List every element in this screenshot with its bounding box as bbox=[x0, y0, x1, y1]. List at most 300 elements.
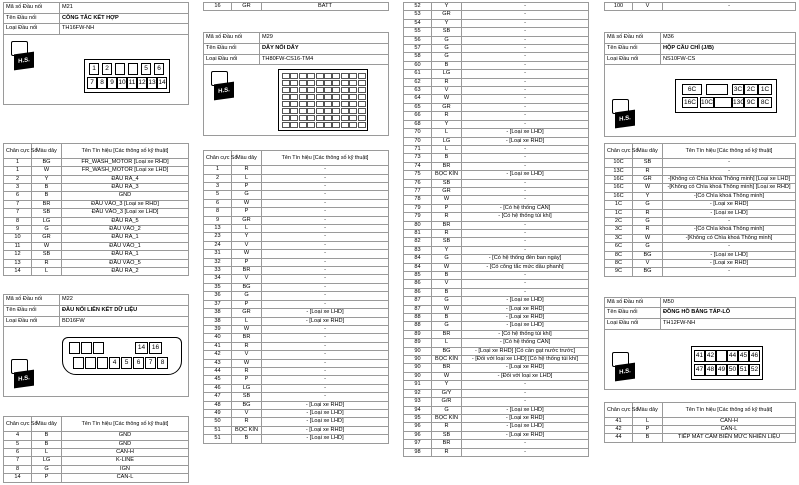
m21-row bbox=[4, 184, 189, 192]
connector-pin bbox=[349, 108, 357, 114]
m29-cont-row bbox=[404, 95, 589, 103]
pin-number: 1 bbox=[4, 167, 32, 175]
pin-number: 51 bbox=[204, 435, 232, 443]
pin-number: 8C bbox=[605, 260, 633, 268]
m29-cont-row bbox=[404, 280, 589, 288]
m29-cont-row bbox=[404, 229, 589, 237]
m21-type: TH16FW-NH bbox=[60, 24, 189, 35]
color-header: Màu dây bbox=[633, 402, 663, 417]
wire-color: Y bbox=[432, 3, 462, 11]
m21-row bbox=[4, 209, 189, 217]
wire-color: W bbox=[32, 242, 62, 250]
m29-cont-row bbox=[404, 129, 589, 137]
column-3 bbox=[403, 2, 589, 457]
m36-code: M36 bbox=[661, 33, 796, 44]
name-label: Tên Đầu nối bbox=[605, 308, 661, 319]
pin-number: 8 bbox=[4, 465, 32, 473]
wire-color: W bbox=[232, 325, 262, 333]
connector-pin bbox=[299, 122, 307, 128]
wire-color: Y bbox=[432, 120, 462, 128]
signal-name: ĐẦU VÀO_3 [Loại xe RHD] bbox=[62, 200, 189, 208]
m22-connector-view bbox=[3, 327, 189, 397]
m29-pin-table bbox=[203, 150, 389, 443]
connector-pin bbox=[73, 357, 84, 369]
m29-connector-view bbox=[203, 65, 389, 136]
connector-pin: 7 bbox=[87, 77, 97, 89]
signal-name: - bbox=[462, 95, 589, 103]
wire-color: R bbox=[232, 166, 262, 174]
connector-pin: 49 bbox=[716, 364, 727, 376]
m29-cont-row bbox=[404, 28, 589, 36]
connector-pin bbox=[290, 122, 298, 128]
signal-header: Tên Tín hiệu [Các thông số kỹ thuật] bbox=[262, 151, 389, 166]
connector-pin bbox=[358, 115, 366, 121]
wire-color: L bbox=[432, 145, 462, 153]
m22-info bbox=[3, 294, 189, 327]
pin-number: 42 bbox=[204, 351, 232, 359]
pin-number: 9C bbox=[605, 268, 633, 276]
wire-color: R bbox=[232, 418, 262, 426]
m29-cont-row bbox=[404, 314, 589, 322]
connector-pin bbox=[349, 94, 357, 100]
wire-color: W bbox=[232, 199, 262, 207]
wire-color: G bbox=[633, 243, 663, 251]
signal-name: - bbox=[262, 292, 389, 300]
connector-pin bbox=[349, 101, 357, 107]
signal-name: - bbox=[262, 325, 389, 333]
m21-row bbox=[4, 268, 189, 276]
hs-icon: H.S. bbox=[11, 41, 35, 69]
pin-number: 65 bbox=[404, 103, 432, 111]
wire-color: P bbox=[32, 474, 62, 482]
signal-name: - bbox=[462, 145, 589, 153]
col4-head-table bbox=[604, 2, 796, 11]
wire-color: R bbox=[232, 367, 262, 375]
connector-pin bbox=[332, 73, 340, 79]
m22-row bbox=[4, 432, 189, 440]
wire-color: B bbox=[32, 432, 62, 440]
wire-color: R bbox=[432, 448, 462, 456]
wire-color: SB bbox=[633, 159, 663, 167]
connector-pin: 10C bbox=[701, 99, 713, 107]
signal-name: - bbox=[663, 243, 796, 251]
wire-color: L bbox=[232, 174, 262, 182]
m50-code: M50 bbox=[661, 297, 796, 308]
pin-header: Chân cực Số bbox=[605, 402, 633, 417]
wire-color: V bbox=[432, 87, 462, 95]
connector-pin bbox=[324, 101, 332, 107]
m29-info bbox=[203, 32, 389, 65]
pin-number: 92 bbox=[404, 389, 432, 397]
name-label: Tên Đầu nối bbox=[204, 44, 260, 55]
connector-pin bbox=[282, 101, 290, 107]
wire-color: G bbox=[232, 292, 262, 300]
signal-name: - bbox=[262, 166, 389, 174]
m36-row bbox=[605, 234, 796, 242]
wire-color: R bbox=[432, 423, 462, 431]
signal-name: - bbox=[462, 272, 589, 280]
connector-pin bbox=[358, 73, 366, 79]
wire-color: W bbox=[432, 95, 462, 103]
wire-color: BR bbox=[232, 267, 262, 275]
wire-color: R bbox=[432, 229, 462, 237]
m29-cont-row bbox=[404, 389, 589, 397]
pin-number: 53 bbox=[404, 11, 432, 19]
m29-cont-row bbox=[404, 398, 589, 406]
wire-color: L bbox=[432, 339, 462, 347]
signal-name: - bbox=[262, 359, 389, 367]
signal-name: -[Có Chìa khoá Thông minh] bbox=[663, 226, 796, 234]
pin-number: 14 bbox=[4, 268, 32, 276]
m29-row bbox=[204, 183, 389, 191]
connector-pin bbox=[282, 80, 290, 86]
signal-header: Tên Tín hiệu [Các thông số kỹ thuật] bbox=[663, 144, 796, 159]
signal-name: - bbox=[462, 448, 589, 456]
signal-name: - bbox=[262, 225, 389, 233]
connector-pin bbox=[324, 80, 332, 86]
wire-color: G bbox=[432, 53, 462, 61]
connector-pin bbox=[290, 94, 298, 100]
m29-row bbox=[204, 300, 389, 308]
signal-name: - bbox=[262, 216, 389, 224]
signal-name: - bbox=[262, 334, 389, 342]
signal-name: - bbox=[262, 241, 389, 249]
connector-pin bbox=[299, 73, 307, 79]
pin-number: 6C bbox=[605, 243, 633, 251]
pin-number: 84 bbox=[404, 255, 432, 263]
m21-pin-table bbox=[3, 143, 189, 277]
m36-row bbox=[605, 226, 796, 234]
wire-color: V bbox=[232, 409, 262, 417]
m22-row bbox=[4, 457, 189, 465]
pin-number: 24 bbox=[204, 241, 232, 249]
type-label: Loại Đầu nối bbox=[4, 316, 60, 327]
pin-number: 46 bbox=[204, 384, 232, 392]
signal-name: - [Đối với loại xe LHD] [Có hệ thống túi khí] bbox=[462, 356, 589, 364]
m29-cont-row bbox=[404, 70, 589, 78]
pin-number: 50 bbox=[204, 418, 232, 426]
wire-color: BỌC KÍN bbox=[432, 356, 462, 364]
m22-code: M22 bbox=[60, 295, 189, 306]
m36-connector-face bbox=[675, 79, 777, 113]
connector-pin bbox=[290, 115, 298, 121]
pin-number: 90 bbox=[404, 372, 432, 380]
connector-pin bbox=[307, 108, 315, 114]
m29-cont-row bbox=[404, 11, 589, 19]
signal-name: - bbox=[262, 300, 389, 308]
code-label: Mã số Đầu nối bbox=[204, 33, 260, 44]
pin-number: 96 bbox=[404, 423, 432, 431]
signal-name: - bbox=[262, 267, 389, 275]
connector-pin bbox=[341, 101, 349, 107]
m22-type: BD16FW bbox=[60, 316, 189, 327]
pin-number: 8 bbox=[4, 217, 32, 225]
signal-name: - bbox=[262, 233, 389, 241]
wire-color: P bbox=[432, 204, 462, 212]
m29-row bbox=[204, 166, 389, 174]
signal-name: - bbox=[663, 268, 796, 276]
pin-number: 10C bbox=[605, 159, 633, 167]
wire-color: Y bbox=[633, 192, 663, 200]
pin-number: 74 bbox=[404, 162, 432, 170]
connector-pin bbox=[282, 73, 290, 79]
connector-pin bbox=[307, 73, 315, 79]
pin-number: 38 bbox=[204, 309, 232, 317]
wire-color: L bbox=[232, 317, 262, 325]
pin-number: 85 bbox=[404, 272, 432, 280]
m29-cont-row bbox=[404, 187, 589, 195]
connector-pin: 47 bbox=[694, 364, 705, 376]
pin-number: 73 bbox=[404, 154, 432, 162]
pin-number: 70 bbox=[404, 137, 432, 145]
m36-pin-table bbox=[604, 143, 796, 277]
signal-name: ĐẦU VÀO_1 bbox=[62, 242, 189, 250]
pin-number: 16C bbox=[605, 176, 633, 184]
connector-pin bbox=[349, 73, 357, 79]
m50-info bbox=[604, 297, 796, 330]
pin-header: Chân cực Số bbox=[605, 144, 633, 159]
m29-row bbox=[204, 216, 389, 224]
m29-row bbox=[204, 435, 389, 443]
wire-color: BR bbox=[432, 221, 462, 229]
pin-number: 1 bbox=[4, 158, 32, 166]
m50-name: ĐỒNG HỒ BẢNG TÁP-LÔ bbox=[661, 308, 796, 319]
wire-color: R bbox=[633, 209, 663, 217]
wire-color: W bbox=[633, 184, 663, 192]
wire-color: W bbox=[32, 167, 62, 175]
wire-color: R bbox=[633, 167, 663, 175]
pin-number: 96 bbox=[404, 431, 432, 439]
m50-row bbox=[605, 434, 796, 442]
wire-color: V bbox=[232, 351, 262, 359]
color-header: Màu dây bbox=[232, 151, 262, 166]
connector-pin bbox=[81, 342, 92, 354]
pin-number: 54 bbox=[404, 19, 432, 27]
m36-name: HỘP CẦU CHÌ (J/B) bbox=[661, 44, 796, 55]
signal-name: - bbox=[462, 238, 589, 246]
m21-row bbox=[4, 167, 189, 175]
wire-color: G bbox=[633, 201, 663, 209]
m29-row bbox=[204, 292, 389, 300]
m36-info bbox=[604, 32, 796, 65]
m29-cont-row bbox=[404, 414, 589, 422]
signal-name: GND bbox=[62, 432, 189, 440]
name-label: Tên Đầu nối bbox=[605, 44, 661, 55]
signal-name: - bbox=[462, 288, 589, 296]
signal-name: - [Có hệ thống đèn ban ngày] bbox=[462, 255, 589, 263]
pin-number: 7 bbox=[4, 200, 32, 208]
m29-row bbox=[204, 351, 389, 359]
connector-pin bbox=[716, 350, 727, 362]
m36-row bbox=[605, 243, 796, 251]
signal-name: - bbox=[262, 174, 389, 182]
connector-pin bbox=[332, 108, 340, 114]
m29-row bbox=[204, 250, 389, 258]
m29-cont-row bbox=[404, 322, 589, 330]
wire-color: SB bbox=[232, 393, 262, 401]
m29-code: M29 bbox=[260, 33, 389, 44]
wire-color: R bbox=[633, 226, 663, 234]
pin-number: 7 bbox=[4, 209, 32, 217]
signal-name: - bbox=[262, 393, 389, 401]
pin-number: 6 bbox=[4, 192, 32, 200]
m29-row bbox=[204, 325, 389, 333]
pin-number: 2 bbox=[4, 175, 32, 183]
wire-color: BG bbox=[32, 158, 62, 166]
signal-name: - bbox=[262, 367, 389, 375]
connector-pin bbox=[341, 73, 349, 79]
wire-color: B bbox=[432, 314, 462, 322]
connector-pin: 16 bbox=[149, 342, 162, 354]
m36-connector-view bbox=[604, 65, 796, 137]
pin-number: 75 bbox=[404, 171, 432, 179]
m29-cont-row bbox=[404, 305, 589, 313]
m29-cont-row bbox=[404, 330, 589, 338]
m29-cont-row bbox=[404, 103, 589, 111]
wire-color: Y bbox=[32, 175, 62, 183]
connector-pin bbox=[332, 115, 340, 121]
pin-number: 31 bbox=[204, 250, 232, 258]
pin-number: 82 bbox=[404, 238, 432, 246]
pin-number: 43 bbox=[204, 359, 232, 367]
wire-color: R bbox=[432, 213, 462, 221]
signal-name: TIẾP MÁT CẢM BIẾN MỨC NHIÊN LIỆU bbox=[663, 434, 796, 442]
m29-cont-row bbox=[404, 36, 589, 44]
wire-color: BG bbox=[633, 268, 663, 276]
connector-pin bbox=[316, 108, 324, 114]
connector-pin bbox=[307, 122, 315, 128]
pin-number: 42 bbox=[605, 426, 633, 434]
connector-pin: 1C bbox=[758, 84, 772, 95]
m21-row bbox=[4, 217, 189, 225]
pin-header: Chân cực Số bbox=[4, 143, 32, 158]
connector-pin bbox=[324, 108, 332, 114]
connector-pin bbox=[299, 87, 307, 93]
connector-pin: 10 bbox=[117, 77, 127, 89]
signal-name: - bbox=[462, 398, 589, 406]
pin-number: 88 bbox=[404, 322, 432, 330]
column-1 bbox=[3, 2, 189, 483]
connector-pin: 8 bbox=[157, 357, 168, 369]
m29-type: TH80FW-CS16-TM4 bbox=[260, 54, 389, 65]
wire-color: V bbox=[633, 260, 663, 268]
signal-name: - bbox=[462, 103, 589, 111]
connector-pin bbox=[316, 115, 324, 121]
signal-name: - bbox=[462, 3, 589, 11]
pin-number: 7 bbox=[4, 457, 32, 465]
signal-name: - [Loại xe RHD] bbox=[462, 364, 589, 372]
m29-cont-row bbox=[404, 406, 589, 414]
connector-pin bbox=[358, 94, 366, 100]
connector-pin bbox=[316, 87, 324, 93]
pin-number: 6 bbox=[204, 199, 232, 207]
m50-row bbox=[605, 426, 796, 434]
m29-cont-row bbox=[404, 221, 589, 229]
wire-color: BG bbox=[633, 251, 663, 259]
signal-name: - bbox=[462, 221, 589, 229]
connector-pin bbox=[341, 115, 349, 121]
pin-number: 3 bbox=[4, 184, 32, 192]
wire-color: G bbox=[432, 322, 462, 330]
m36-row bbox=[605, 159, 796, 167]
connector-pin: 52 bbox=[749, 364, 760, 376]
signal-name: ĐẦU RA_1 bbox=[62, 234, 189, 242]
wire-color: SB bbox=[432, 179, 462, 187]
pin-number: 83 bbox=[404, 246, 432, 254]
pin-number: 2C bbox=[605, 218, 633, 226]
connector-pin bbox=[290, 73, 298, 79]
connector-pin bbox=[282, 87, 290, 93]
pin-number: 6 bbox=[4, 449, 32, 457]
wire-color: P bbox=[633, 426, 663, 434]
m29-row bbox=[204, 342, 389, 350]
connector-pin bbox=[324, 122, 332, 128]
m29-cont-row bbox=[404, 61, 589, 69]
connector-pin bbox=[316, 73, 324, 79]
pin-number: 87 bbox=[404, 297, 432, 305]
wire-color: W bbox=[432, 372, 462, 380]
column-2 bbox=[203, 2, 389, 444]
m22-row bbox=[4, 440, 189, 448]
type-label: Loại Đầu nối bbox=[4, 24, 60, 35]
m29-cont-row bbox=[404, 204, 589, 212]
wire-color: SB bbox=[32, 251, 62, 259]
m29-row bbox=[204, 233, 389, 241]
signal-name: GND bbox=[62, 192, 189, 200]
connector-pin bbox=[290, 108, 298, 114]
pin-header: Chân cực Số bbox=[204, 151, 232, 166]
connector-pin bbox=[69, 342, 80, 354]
m29-cont-row bbox=[404, 87, 589, 95]
m36-row bbox=[605, 268, 796, 276]
signal-name: - bbox=[462, 19, 589, 27]
pin-number: 44 bbox=[204, 367, 232, 375]
connector-pin: 2C bbox=[744, 84, 758, 95]
pin-number: 16C bbox=[605, 192, 633, 200]
m29-row bbox=[204, 225, 389, 233]
signal-name: - [Loại xe LHD] bbox=[663, 251, 796, 259]
signal-name: - bbox=[462, 280, 589, 288]
pin-number: 60 bbox=[404, 61, 432, 69]
hs-icon: H.S. bbox=[612, 352, 636, 380]
m50-type: TH12FW-NH bbox=[661, 319, 796, 330]
m29-row bbox=[204, 359, 389, 367]
wire-color: B bbox=[32, 192, 62, 200]
m29-cont-row bbox=[404, 448, 589, 456]
signal-name: CAN-L bbox=[663, 426, 796, 434]
connector-pin bbox=[97, 357, 108, 369]
m29-row bbox=[204, 376, 389, 384]
pin-number: 100 bbox=[605, 3, 633, 11]
m29-cont-row bbox=[404, 246, 589, 254]
connector-pin: 48 bbox=[705, 364, 716, 376]
pin-number: 3C bbox=[605, 226, 633, 234]
connector-pin bbox=[290, 80, 298, 86]
signal-name: - bbox=[663, 218, 796, 226]
pin-number: 2 bbox=[204, 174, 232, 182]
wire-color: B bbox=[32, 440, 62, 448]
color-header: Màu dây bbox=[633, 144, 663, 159]
wire-color: P bbox=[232, 258, 262, 266]
wire-color: V bbox=[232, 275, 262, 283]
m36-row bbox=[605, 209, 796, 217]
wire-color: R bbox=[232, 342, 262, 350]
m29-cont-row bbox=[404, 3, 589, 11]
wire-color: G bbox=[32, 226, 62, 234]
wire-color: G bbox=[32, 465, 62, 473]
connector-pin bbox=[316, 101, 324, 107]
m29-cont-row bbox=[404, 19, 589, 27]
